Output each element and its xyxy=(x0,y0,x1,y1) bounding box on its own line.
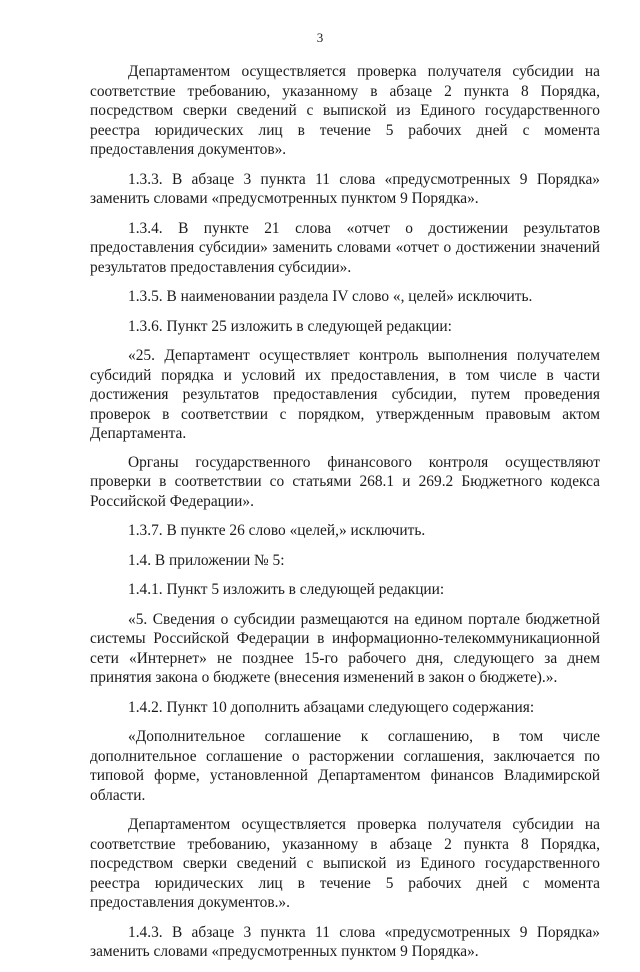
paragraph-1-3-3: 1.3.3. В абзаце 3 пункта 11 слова «предусмотренных 9 Порядка» заменить словами «предусмотренных пунктом 9 Порядка». xyxy=(90,170,600,207)
paragraph-additional-agreement: «Дополнительное соглашение к соглашению, в том числе дополнительное соглашение о расторжении соглашения, заключается по типовой форме, установленной Департаментом финансов Владимирской области. xyxy=(90,728,600,804)
paragraph-1-3-7: 1.3.7. В пункте 26 слово «целей,» исключить. xyxy=(128,522,426,539)
document-body xyxy=(90,62,600,972)
paragraph-1-4-2: 1.4.2. Пункт 10 дополнить абзацами следующего содержания: xyxy=(128,698,535,716)
paragraph-1-4-3: 1.4.3. В абзаце 3 пункта 11 слова «предусмотренных 9 Порядка» заменить словами «предусмотренных пунктом 9 Порядка». xyxy=(90,923,600,960)
paragraph-control-bodies: Органы государственного финансового контроля осуществляют проверки в соответствии со статьями 268.1 и 269.2 Бюджетного кодекса Российской Федерации». xyxy=(90,453,600,510)
page-number: 3 xyxy=(316,30,324,45)
paragraph-1-4-1: 1.4.1. Пункт 5 изложить в следующей редакции: xyxy=(128,581,445,598)
paragraph-verification-2: Департаментом осуществляется проверка получателя субсидии на соответствие требованию, указанному в абзаце 2 пункта 8 Порядка, посредством сверки сведений с выпиской из Единого государственного реестра юридических лиц в течение 5 рабочих дней с момента предоставления документов.». xyxy=(90,816,600,911)
paragraph-point-5: «5. Сведения о субсидии размещаются на едином портале бюджетной системы Российской Федерации в информационно-телекоммуникационной сети «Интернет» не позднее 15-го рабочего дня, следующего за днем принятия закона о бюджете (внесения изменений в закон о бюджете).». xyxy=(90,610,600,686)
paragraph-1-3-6: 1.3.6. Пункт 25 изложить в следующей редакции: xyxy=(128,317,452,335)
paragraph-1-4: 1.4. В приложении № 5: xyxy=(128,551,285,569)
paragraph-1-3-4: 1.3.4. В пункте 21 слова «отчет о достижении результатов предоставления субсидии» заменить словами «отчет о достижении значений результатов предоставления субсидии». xyxy=(90,219,600,276)
paragraph-point-25: «25. Департамент осуществляет контроль выполнения получателем субсидий порядка и условий их предоставления, в том числе в части достижения результатов предоставления субсидии, путем проведения проверок в соответствии с порядком, утвержденным правовым актом Департамента. xyxy=(90,347,600,442)
paragraph-verification-1: Департаментом осуществляется проверка получателя субсидии на соответствие требованию, указанному в абзаце 2 пункта 8 Порядка, посредством сверки сведений с выпиской из Единого государственного реестра юридических лиц в течение 5 рабочих дней с момента предоставления документов». xyxy=(90,63,600,158)
paragraph-1-3-5: 1.3.5. В наименовании раздела IV слово «, целей» исключить. xyxy=(128,288,533,305)
